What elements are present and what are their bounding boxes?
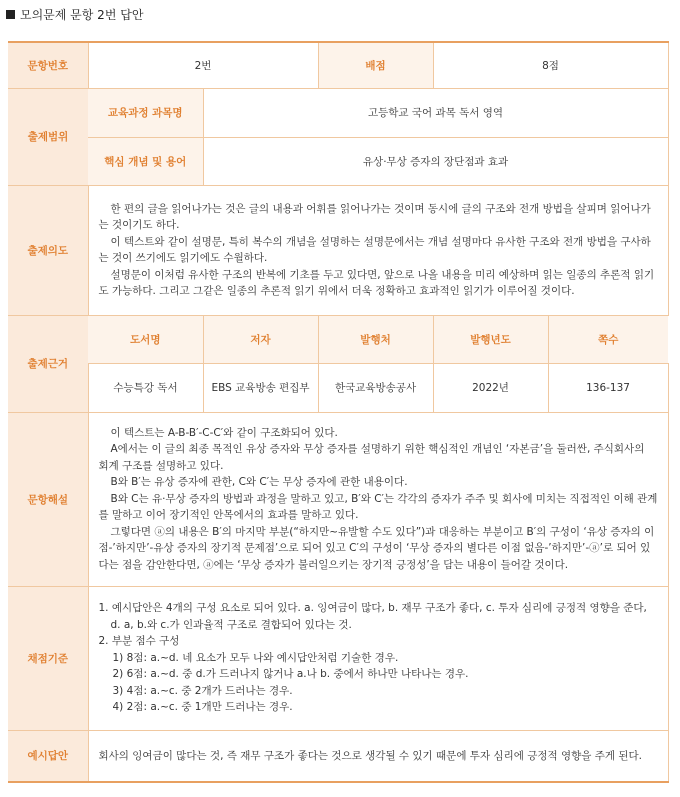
label-basis: 출제근거: [8, 315, 88, 412]
basis-header: 저자: [203, 315, 318, 363]
row-scope-concept: [8, 137, 668, 185]
subject-value: 고등학교 국어 과목 독서 영역: [203, 88, 668, 137]
label-scope: 출제범위: [8, 88, 88, 185]
row-explain: [8, 412, 668, 586]
label-intent: 출제의도: [8, 185, 88, 315]
intent-paragraph: 한 편의 글을 읽어나가는 것은 글의 내용과 어휘를 읽어나가는 것이며 동시에 글의 구조와 전개 방법을 살피며 읽어나가는 것이기도 하다.: [98, 202, 651, 231]
row-answer: [8, 730, 668, 782]
explain-text: [88, 412, 668, 586]
basis-value: 136-137: [548, 363, 668, 412]
explain-paragraph: 그렇다면 ⓐ의 내용은 B′의 마지막 부분(“하지만~유발할 수도 있다”)과 대응하는 부분이고 B′의 구성이 ‘유상 증자의 이점-’하지만’-유상 증자의 장기적 문제점’으로 되어 있고 C′의 구성이 ‘무상 증자의 별다른 이점 없음-’하지만’-ⓐ’로 되어 있다는 점을 감안한다면, ⓐ에는 ‘무상 증자가 불러일으키는 장기적 긍정성’을 담는 내용이 들어갈 것이다.: [98, 525, 655, 571]
explain-paragraph: B와 C는 유·무상 증자의 방법과 과정을 말하고 있고, B′와 C′는 각각의 증자가 주주 및 회사에 미치는 직접적인 이해 관계를 말하고 이어 장기적인 안목에서의 효과를 말하고 있다.: [98, 492, 658, 522]
criteria-line: 1. 예시답안은 4개의 구성 요소로 되어 있다. a. 잉여금이 많다, b. 재무 구조가 좋다, c. 투자 심리에 긍정적 영향을 준다,: [98, 602, 647, 615]
criteria-item: 4) 2점: a.~c. 중 1개만 드러나는 경우.: [112, 701, 293, 714]
intent-text: [88, 185, 668, 315]
row-scope-subject: [8, 88, 668, 137]
basis-header: 도서명: [88, 315, 203, 363]
label-score: 배점: [318, 42, 433, 88]
square-bullet-icon: [6, 10, 15, 19]
basis-header: 쪽수: [548, 315, 668, 363]
answer-table: [8, 41, 669, 783]
criteria-line: 2. 부분 점수 구성: [98, 635, 180, 648]
criteria-line: d. a, b.와 c.가 인과율적 구조로 결합되어 있다는 것.: [110, 618, 352, 631]
item-number-value: 2번: [88, 42, 318, 88]
criteria-text: [88, 586, 668, 730]
basis-header: 발행년도: [433, 315, 548, 363]
basis-value: EBS 교육방송 편집부: [203, 363, 318, 412]
explain-paragraph: A에서는 이 글의 최종 목적인 유상 증자와 무상 증자를 설명하기 위한 핵심적인 개념인 ‘자본금’을 둘러싼, 주식회사의 회계 구조를 설명하고 있다.: [98, 443, 645, 472]
label-explain: 문항해설: [8, 412, 88, 586]
page-title-text: 모의문제 문항 2번 답안: [20, 8, 144, 22]
answer-text: 회사의 잉여금이 많다는 것, 즉 재무 구조가 좋다는 것으로 생각될 수 있기 때문에 투자 심리에 긍정적 영향을 주게 된다.: [88, 730, 668, 782]
label-criteria: 채점기준: [8, 586, 88, 730]
basis-value: 수능특강 독서: [88, 363, 203, 412]
explain-paragraph: 이 텍스트는 A-B-B′-C-C′와 같이 구조화되어 있다.: [110, 426, 338, 439]
criteria-item: 1) 8점: a.~d. 네 요소가 모두 나와 예시답안처럼 기술한 경우.: [112, 651, 399, 664]
score-value: 8점: [433, 42, 668, 88]
label-item-number: 문항번호: [8, 42, 88, 88]
label-subject: 교육과정 과목명: [88, 88, 203, 137]
intent-paragraph: 설명문이 이처럼 유사한 구조의 반복에 기초를 두고 있다면, 앞으로 나올 내용을 미리 예상하며 읽는 일종의 추론적 읽기도 가능하다. 그리고 그같은 일종의 추론적 읽기 위에서 더욱 정확하고 효과적인 읽기가 이루어질 것이다.: [98, 268, 655, 297]
explain-paragraph: B와 B′는 유상 증자에 관한, C와 C′는 무상 증자에 관한 내용이다.: [110, 476, 408, 489]
basis-header: 발행처: [318, 315, 433, 363]
row-criteria: [8, 586, 668, 730]
concept-value: 유상·무상 증자의 장단점과 효과: [203, 137, 668, 185]
basis-value: 2022년: [433, 363, 548, 412]
row-item-number: [8, 42, 668, 88]
label-answer: 예시답안: [8, 730, 88, 782]
criteria-item: 3) 4점: a.~c. 중 2개가 드러나는 경우.: [112, 684, 293, 697]
page-title: [6, 6, 143, 23]
criteria-item: 2) 6점: a.~d. 중 d.가 드러나지 않거나 a.나 b. 중에서 하나만 나타나는 경우.: [112, 668, 469, 681]
row-basis-headers: [8, 315, 668, 363]
intent-paragraph: 이 텍스트와 같이 설명문, 특히 복수의 개념을 설명하는 설명문에서는 개념 설명마다 유사한 구조와 전개 방법을 구사하는 것이 쓰기에도 읽기에도 수월하다.: [98, 235, 651, 264]
row-basis-values: [8, 363, 668, 412]
row-intent: [8, 185, 668, 315]
basis-value: 한국교육방송공사: [318, 363, 433, 412]
label-concept: 핵심 개념 및 용어: [88, 137, 203, 185]
